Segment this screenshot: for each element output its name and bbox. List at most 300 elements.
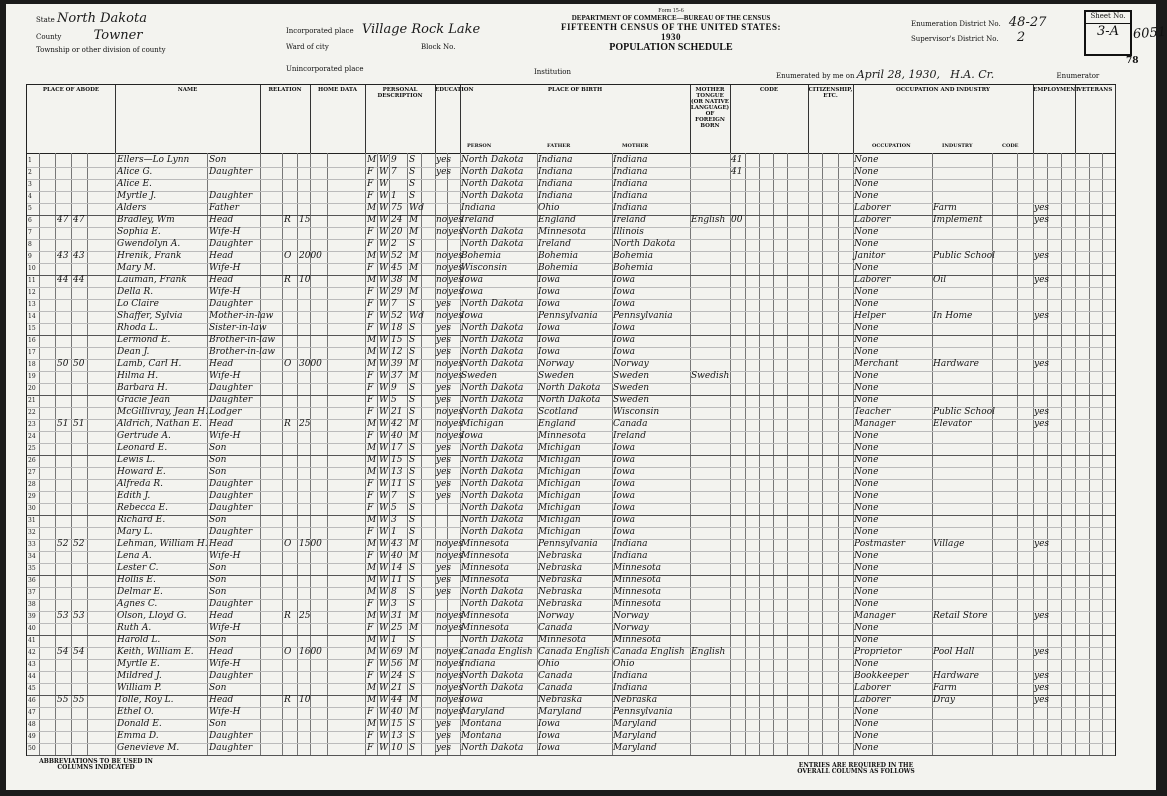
cell-bpl: Minnesota (461, 575, 510, 585)
cell-occ: None (854, 179, 879, 189)
cell-n: 44 (28, 673, 36, 680)
cell-age: 52 (391, 251, 403, 261)
cell-sch: no (436, 227, 448, 237)
column-header-label: CODE (759, 87, 779, 93)
cell-occ: Teacher (854, 407, 891, 417)
cell-ms: S (409, 587, 416, 597)
table-row (27, 227, 1115, 240)
cell-age: 1 (391, 635, 397, 645)
table-row (27, 527, 1115, 540)
cell-own: R (284, 695, 291, 705)
cell-name: Myrtle J. (117, 191, 157, 201)
subheader-label: CODE (1002, 143, 1019, 149)
cell-mbp: Sweden (613, 395, 650, 405)
cell-rel: Son (209, 635, 227, 645)
cell-mbp: Indiana (613, 539, 648, 549)
cell-occ: None (854, 191, 879, 201)
cell-age: 25 (391, 623, 403, 633)
column-header-label: PLACE OF BIRTH (547, 87, 603, 93)
cell-n: 33 (28, 541, 36, 548)
cell-sch: yes (436, 743, 452, 753)
cell-occ: None (854, 503, 879, 513)
cell-bpl: North Dakota (461, 323, 524, 333)
cell-n: 27 (28, 469, 36, 476)
table-row (27, 191, 1115, 204)
table-row (27, 407, 1115, 420)
cell-race: W (379, 335, 389, 345)
cell-ind: Public School (933, 407, 995, 417)
cell-bpl: North Dakota (461, 383, 524, 393)
cell-rel: Daughter (209, 743, 253, 753)
cell-ms: M (409, 263, 419, 273)
cell-sex: F (367, 311, 374, 321)
cell-occ: Laborer (854, 215, 891, 225)
cell-occ: None (854, 587, 879, 597)
cell-fbp: Ireland (538, 239, 571, 249)
sheet-label: Sheet No. (1090, 12, 1126, 20)
table-row (27, 167, 1115, 180)
cell-race: W (379, 299, 389, 309)
cell-read: yes (448, 611, 464, 621)
cell-name: Lauman, Frank (117, 275, 187, 285)
cell-fbp: Michigan (538, 527, 581, 537)
subheader-label: FATHER (547, 143, 571, 149)
cell-read: yes (448, 287, 464, 297)
cell-n: 39 (28, 613, 36, 620)
cell-race: W (379, 719, 389, 729)
cell-name: Gwendolyn A. (117, 239, 181, 249)
cell-race: W (379, 395, 389, 405)
cell-fam: 53 (73, 611, 85, 621)
cell-emp: yes (1034, 683, 1050, 693)
cell-name: Lamb, Carl H. (117, 359, 182, 369)
subheader-label: PERSON (467, 143, 492, 149)
cell-tongue: English (691, 215, 726, 225)
cell-race: W (379, 167, 389, 177)
cell-sex: F (367, 323, 374, 333)
cell-own: O (284, 539, 292, 549)
cell-ms: S (409, 155, 416, 165)
cell-own: R (284, 419, 291, 429)
cell-emp: yes (1034, 695, 1050, 705)
cell-rel: Daughter (209, 479, 253, 489)
cell-mbp: Iowa (613, 491, 636, 501)
table-row (27, 695, 1115, 708)
cell-race: W (379, 191, 389, 201)
cell-ms: S (409, 599, 416, 609)
cell-sex: F (367, 395, 374, 405)
cell-name: Leonard E. (117, 443, 168, 453)
cell-occ: None (854, 491, 879, 501)
census-title: FIFTEENTH CENSUS OF THE UNITED STATES: 1930 (561, 22, 781, 42)
cell-age: 75 (391, 203, 403, 213)
cell-age: 1 (391, 191, 397, 201)
cell-name: Emma D. (117, 731, 159, 741)
cell-race: W (379, 503, 389, 513)
cell-dw: 47 (57, 215, 69, 225)
cell-fbp: Maryland (538, 707, 582, 717)
cell-rel: Mother-in-law (209, 311, 274, 321)
cell-name: Lermond E. (117, 335, 171, 345)
cell-bpl: Sweden (461, 371, 498, 381)
cell-name: Lester C. (117, 563, 159, 573)
column-header (808, 85, 854, 153)
cell-age: 3 (391, 599, 397, 609)
cell-occ: None (854, 227, 879, 237)
cell-n: 41 (28, 637, 36, 644)
cell-fbp: Nebraska (538, 575, 583, 585)
cell-race: W (379, 227, 389, 237)
cell-bpl: Indiana (461, 203, 496, 213)
cell-fam: 50 (73, 359, 85, 369)
cell-n: 21 (28, 397, 36, 404)
cell-race: W (379, 155, 389, 165)
cell-read: yes (448, 407, 464, 417)
cell-rel: Wife-H (209, 659, 241, 669)
cell-sex: F (367, 491, 374, 501)
cell-ms: S (409, 239, 416, 249)
cell-mbp: Indiana (613, 191, 648, 201)
cell-name: Alfreda R. (117, 479, 163, 489)
cell-age: 17 (391, 443, 403, 453)
cell-sex: M (367, 467, 377, 477)
cell-race: W (379, 647, 389, 657)
cell-race: W (379, 635, 389, 645)
abbreviations-title: ABBREVIATIONS TO BE USED IN COLUMNS INDICATED (39, 758, 153, 771)
cell-rel: Brother-in-law (209, 347, 276, 357)
cell-mbp: Illinois (613, 227, 644, 237)
cell-name: Hilma H. (117, 371, 159, 381)
table-row (27, 515, 1115, 528)
column-header-label: MOTHER TONGUE (OR NATIVE LANGUAGE) OF FOREIGN BORN (690, 87, 730, 129)
cell-sch: yes (436, 323, 452, 333)
cell-val: 25 (299, 419, 311, 429)
cell-n: 22 (28, 409, 36, 416)
cell-fbp: Minnesota (538, 635, 587, 645)
cell-sex: F (367, 599, 374, 609)
cell-occ: None (854, 719, 879, 729)
cell-rel: Head (209, 419, 234, 429)
cell-name: Delmar E. (117, 587, 163, 597)
cell-val: 2000 (299, 251, 322, 261)
cell-sex: F (367, 479, 374, 489)
cell-sex: M (367, 563, 377, 573)
cell-mbp: Indiana (613, 671, 648, 681)
supervisor-value: 2 (1016, 30, 1026, 45)
column-header (27, 85, 116, 153)
cell-occ: None (854, 707, 879, 717)
cell-age: 14 (391, 563, 403, 573)
cell-race: W (379, 467, 389, 477)
cell-own: R (284, 275, 291, 285)
cell-n: 30 (28, 505, 36, 512)
cell-fbp: Michigan (538, 491, 581, 501)
cell-fbp: Iowa (538, 323, 561, 333)
cell-occ: None (854, 479, 879, 489)
cell-age: 7 (391, 167, 397, 177)
cell-rel: Sister-in-law (209, 323, 267, 333)
cell-mbp: Norway (613, 611, 649, 621)
column-header-label: EMPLOYMENT (1033, 87, 1080, 93)
table-row (27, 395, 1115, 408)
column-header (730, 85, 809, 153)
table-row (27, 575, 1115, 588)
cell-sch: no (436, 311, 448, 321)
cell-val: 10 (299, 695, 311, 705)
table-row (27, 551, 1115, 564)
cell-n: 40 (28, 625, 36, 632)
table-row (27, 743, 1115, 756)
cell-race: W (379, 287, 389, 297)
cell-mbp: Indiana (613, 551, 648, 561)
column-header (435, 85, 474, 153)
cell-fam: 47 (73, 215, 85, 225)
cell-sch: yes (436, 167, 452, 177)
cell-occ: None (854, 527, 879, 537)
cell-n: 23 (28, 421, 36, 428)
schedule-table (26, 84, 1116, 756)
cell-sch: yes (436, 443, 452, 453)
cell-ms: S (409, 455, 416, 465)
entries-note: ENTRIES ARE REQUIRED IN THE OVERALL COLUMNS AS FOLLOWS (797, 762, 915, 775)
cell-sch: no (436, 623, 448, 633)
cell-race: W (379, 695, 389, 705)
cell-bpl: North Dakota (461, 503, 524, 513)
cell-sch: no (436, 251, 448, 261)
cell-fbp: Ohio (538, 203, 560, 213)
cell-fbp: North Dakota (538, 383, 601, 393)
cell-name: Alice G. (117, 167, 153, 177)
cell-ind: In Home (933, 311, 973, 321)
cell-ind: Public School (933, 251, 995, 261)
cell-age: 43 (391, 539, 403, 549)
cell-rel: Daughter (209, 299, 253, 309)
cell-occ: Postmaster (854, 539, 906, 549)
column-header (260, 85, 311, 153)
cell-bpl: Iowa (461, 431, 484, 441)
supervisor-label: Supervisor's District No. (911, 35, 999, 43)
cell-sch: yes (436, 575, 452, 585)
cell-rel: Son (209, 587, 227, 597)
cell-name: Genevieve M. (117, 743, 180, 753)
table-row (27, 275, 1115, 288)
cell-n: 31 (28, 517, 36, 524)
cell-age: 13 (391, 731, 403, 741)
cell-rel: Head (209, 695, 234, 705)
cell-dw: 44 (57, 275, 69, 285)
cell-sex: M (367, 515, 377, 525)
cell-mbp: Norway (613, 623, 649, 633)
cell-bpl: North Dakota (461, 467, 524, 477)
cell-mbp: Minnesota (613, 575, 662, 585)
cell-sex: M (367, 443, 377, 453)
state-label: State (36, 16, 55, 24)
cell-name: Mary L. (117, 527, 153, 537)
cell-read: yes (448, 539, 464, 549)
cell-age: 15 (391, 335, 403, 345)
cell-n: 1 (28, 157, 32, 164)
unincorporated-label: Unincorporated place (286, 65, 364, 73)
cell-age: 40 (391, 431, 403, 441)
cell-read: yes (448, 227, 464, 237)
cell-dw: 52 (57, 539, 69, 549)
cell-n: 37 (28, 589, 36, 596)
cell-sch: no (436, 431, 448, 441)
schedule-title: POPULATION SCHEDULE (609, 42, 733, 53)
cell-read: yes (448, 215, 464, 225)
cell-fbp: Iowa (538, 275, 561, 285)
cell-occ: Janitor (854, 251, 885, 261)
cell-emp: yes (1034, 275, 1050, 285)
cell-ind: Hardware (933, 359, 979, 369)
cell-age: 3 (391, 515, 397, 525)
table-row (27, 371, 1115, 384)
cell-name: Gracie Jean (117, 395, 171, 405)
cell-read: yes (448, 419, 464, 429)
table-row (27, 311, 1115, 324)
cell-sch: yes (436, 395, 452, 405)
cell-ms: S (409, 491, 416, 501)
cell-fbp: Norway (538, 359, 574, 369)
cell-race: W (379, 407, 389, 417)
cell-race: W (379, 443, 389, 453)
cell-dw: 55 (57, 695, 69, 705)
cell-fbp: Michigan (538, 455, 581, 465)
cell-bpl: North Dakota (461, 179, 524, 189)
cell-name: Dean J. (117, 347, 150, 357)
cell-race: W (379, 707, 389, 717)
cell-ms: S (409, 563, 416, 573)
cell-occ: None (854, 263, 879, 273)
cell-occ: None (854, 335, 879, 345)
cell-bpl: Minnesota (461, 563, 510, 573)
cell-read: yes (448, 371, 464, 381)
cell-name: Barbara H. (117, 383, 168, 393)
cell-dw: 50 (57, 359, 69, 369)
cell-fbp: Nebraska (538, 563, 583, 573)
enum-district-label: Enumeration District No. (911, 20, 1001, 28)
cell-occ: Helper (854, 311, 886, 321)
cell-rel: Brother-in-law (209, 335, 276, 345)
cell-read: yes (448, 623, 464, 633)
cell-sch: no (436, 359, 448, 369)
cell-rel: Daughter (209, 671, 253, 681)
cell-age: 42 (391, 419, 403, 429)
enum-district-value: 48-27 (1008, 15, 1047, 30)
cell-mbp: Bohemia (613, 251, 653, 261)
cell-bpl: Montana (461, 719, 502, 729)
cell-ms: S (409, 299, 416, 309)
cell-ms: M (409, 419, 419, 429)
enumerator-label: Enumerator (1056, 72, 1100, 80)
cell-occ: None (854, 155, 879, 165)
cell-race: W (379, 311, 389, 321)
cell-ms: M (409, 215, 419, 225)
cell-race: W (379, 683, 389, 693)
cell-ms: M (409, 227, 419, 237)
cell-own: R (284, 215, 291, 225)
cell-ind: Farm (933, 203, 957, 213)
cell-sex: M (367, 155, 377, 165)
sheet-number-box (1084, 10, 1132, 56)
cell-emp: yes (1034, 647, 1050, 657)
cell-mbp: Iowa (613, 299, 636, 309)
cell-name: Rhoda L. (117, 323, 158, 333)
cell-sch: yes (436, 587, 452, 597)
cell-bpl: Iowa (461, 287, 484, 297)
cell-name: Lo Claire (117, 299, 159, 309)
header-right (911, 16, 1046, 46)
cell-occ: None (854, 635, 879, 645)
cell-mbp: Iowa (613, 275, 636, 285)
cell-rel: Son (209, 155, 227, 165)
cell-fbp: Michigan (538, 443, 581, 453)
institution-label: Institution (534, 68, 572, 76)
cell-emp: yes (1034, 359, 1050, 369)
cell-rel: Wife-H (209, 227, 241, 237)
cell-n: 15 (28, 325, 36, 332)
cell-read: yes (448, 671, 464, 681)
cell-fbp: Nebraska (538, 587, 583, 597)
table-row (27, 287, 1115, 300)
cell-occ: Laborer (854, 695, 891, 705)
cell-sch: yes (436, 455, 452, 465)
cell-age: 5 (391, 503, 397, 513)
cell-mbp: Iowa (613, 347, 636, 357)
cell-ms: S (409, 515, 416, 525)
cell-n: 24 (28, 433, 36, 440)
cell-occ: Manager (854, 611, 896, 621)
cell-fbp: Indiana (538, 155, 573, 165)
cell-name: Bradley, Wm (117, 215, 175, 225)
cell-ms: S (409, 503, 416, 513)
cell-bpl: North Dakota (461, 671, 524, 681)
cell-bpl: North Dakota (461, 359, 524, 369)
cell-bpl: North Dakota (461, 587, 524, 597)
cell-sex: F (367, 383, 374, 393)
column-header-label: CITIZENSHIP, ETC. (808, 87, 853, 99)
cell-bpl: Bohemia (461, 251, 501, 261)
cell-bpl: Minnesota (461, 551, 510, 561)
column-header-label: NAME (177, 87, 198, 93)
cell-bpl: North Dakota (461, 455, 524, 465)
cell-name: Gertrude A. (117, 431, 171, 441)
cell-fbp: Michigan (538, 479, 581, 489)
cell-n: 29 (28, 493, 36, 500)
cell-n: 45 (28, 685, 36, 692)
cell-occ: None (854, 623, 879, 633)
cell-age: 2 (391, 239, 397, 249)
cell-fam: 44 (73, 275, 85, 285)
cell-name: Della R. (117, 287, 154, 297)
cell-sex: F (367, 671, 374, 681)
cell-race: W (379, 323, 389, 333)
table-row (27, 323, 1115, 336)
cell-mbp: Wisconsin (613, 407, 660, 417)
cell-race: W (379, 275, 389, 285)
enumerated-date: April 28, 1930, (856, 68, 940, 81)
cell-n: 25 (28, 445, 36, 452)
column-header-label: EDUCATION (435, 87, 474, 93)
cell-bpl: Canada English (461, 647, 533, 657)
cell-age: 56 (391, 659, 403, 669)
table-row (27, 599, 1115, 612)
cell-n: 8 (28, 241, 32, 248)
cell-rel: Head (209, 611, 234, 621)
cell-race: W (379, 623, 389, 633)
cell-rel: Head (209, 359, 234, 369)
cell-occ: Manager (854, 419, 896, 429)
